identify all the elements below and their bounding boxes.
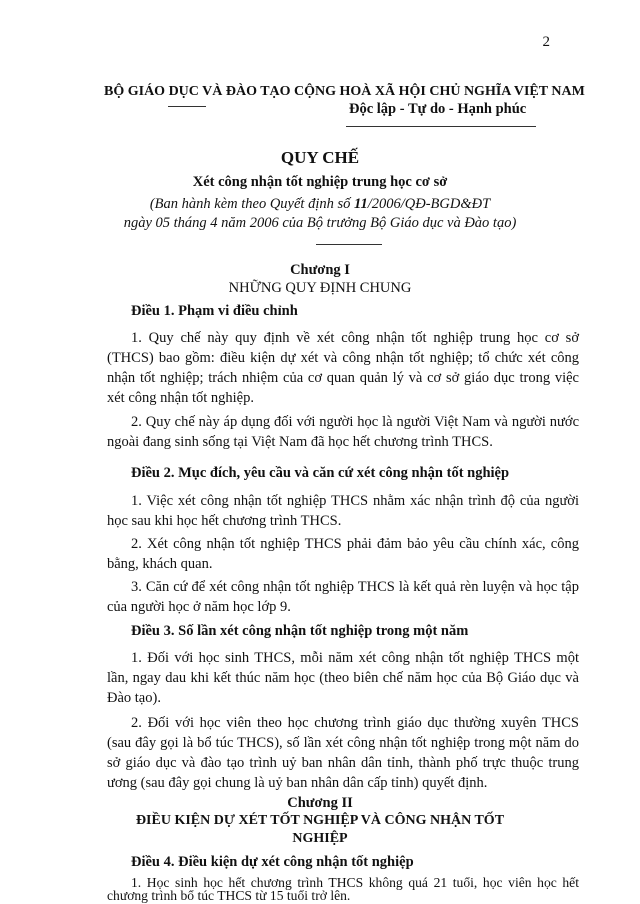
article-1-heading: Điều 1. Phạm vi điều chỉnh	[131, 303, 298, 319]
issuance-line-1	[0, 196, 640, 213]
article-4-clause-1: 1. Học sinh học hết chương trình THCS không quá 21 tuổi, học viên học hết chương trình bổ túc THCS từ 15 tuổi trở lên.	[107, 875, 579, 903]
page-number: 2	[542, 34, 550, 50]
decision-number: 11	[354, 196, 368, 212]
ministry-underline	[168, 106, 206, 107]
issuance-prefix: (Ban hành kèm theo Quyết định số	[149, 196, 354, 212]
issuance-line-2: ngày 05 tháng 4 năm 2006 của Bộ trưởng Bộ Giáo dục và Đào tạo)	[123, 215, 517, 231]
article-4-heading: Điều 4. Điều kiện dự xét công nhận tốt nghiệp	[131, 854, 414, 870]
article-2-heading: Điều 2. Mục đích, yêu cầu và căn cứ xét công nhận tốt nghiệp	[131, 465, 510, 481]
national-motto: Độc lập - Tự do - Hạnh phúc	[349, 101, 527, 117]
article-3-clause-1: 1. Đối với học sinh THCS, mỗi năm xét công nhận tốt nghiệp THCS một lần, ngay dau khi kết thúc năm học (theo biên chế năm học của Bộ Giáo dục và Đào tạo).	[107, 650, 579, 706]
chapter-1-title: NHỮNG QUY ĐỊNH CHUNG	[228, 280, 412, 296]
article-2-clause-3: 3. Căn cứ để xét công nhận tốt nghiệp THCS là kết quả rèn luyện và học tập của người học ở năm học lớp 9.	[107, 579, 579, 615]
chapter-1-label: Chương I	[290, 262, 350, 278]
ministry-name: BỘ GIÁO DỤC VÀ ĐÀO TẠO	[104, 84, 291, 99]
motto-underline	[346, 126, 536, 127]
chapter-2-title-line-2: NGHIỆP	[292, 831, 348, 846]
chapter-2-label: Chương II	[287, 795, 353, 811]
article-1-clause-2: 2. Quy chế này áp dụng đối với người học là người Việt Nam và người nước ngoài đang sinh sống tại Việt Nam đã học hết chương trình THCS.	[107, 414, 579, 450]
document-subtitle: Xét công nhận tốt nghiệp trung học cơ sở	[192, 174, 448, 190]
chapter-2-title-line-1: ĐIỀU KIỆN DỰ XÉT TỐT NGHIỆP VÀ CÔNG NHẬN TỐT	[135, 813, 505, 828]
article-2-clause-1: 1. Việc xét công nhận tốt nghiệp THCS nhằm xác nhận trình độ của người học sau khi học hết chương trình THCS.	[107, 493, 579, 529]
issuance-suffix: /2006/QĐ-BGD&ĐT	[367, 196, 491, 212]
republic-name: CỘNG HOÀ XÃ HỘI CHỦ NGHĨA VIỆT NAM	[294, 84, 585, 99]
article-2-clause-2: 2. Xét công nhận tốt nghiệp THCS phải đảm bảo yêu cầu chính xác, công bằng, khách quan.	[107, 536, 579, 572]
article-3-clause-2: 2. Đối với học viên theo học chương trình giáo dục thường xuyên THCS (sau đây gọi là bổ túc THCS), số lần xét công nhận tốt nghiệp trong một năm do sở giáo dục và đào tạo trình uỷ ban nhân dân tỉnh, thành phố trực thuộc trung ương (sau đây gọi chung là uỷ ban nhân dân cấp tỉnh) quyết định.	[107, 715, 579, 791]
title-divider	[316, 244, 382, 245]
document-title: QUY CHẾ	[280, 148, 360, 167]
article-1-clause-1: 1. Quy chế này quy định về xét công nhận tốt nghiệp trung học cơ sở (THCS) bao gồm: điều kiện dự xét và công nhận tốt nghiệp; tổ chức xét công nhận tốt nghiệp; trách nhiệm của cơ quan quản lý và cơ sở giáo dục trong việc xét công nhận tốt nghiệp.	[107, 330, 579, 406]
article-3-heading: Điều 3. Số lần xét công nhận tốt nghiệp trong một năm	[131, 623, 469, 639]
